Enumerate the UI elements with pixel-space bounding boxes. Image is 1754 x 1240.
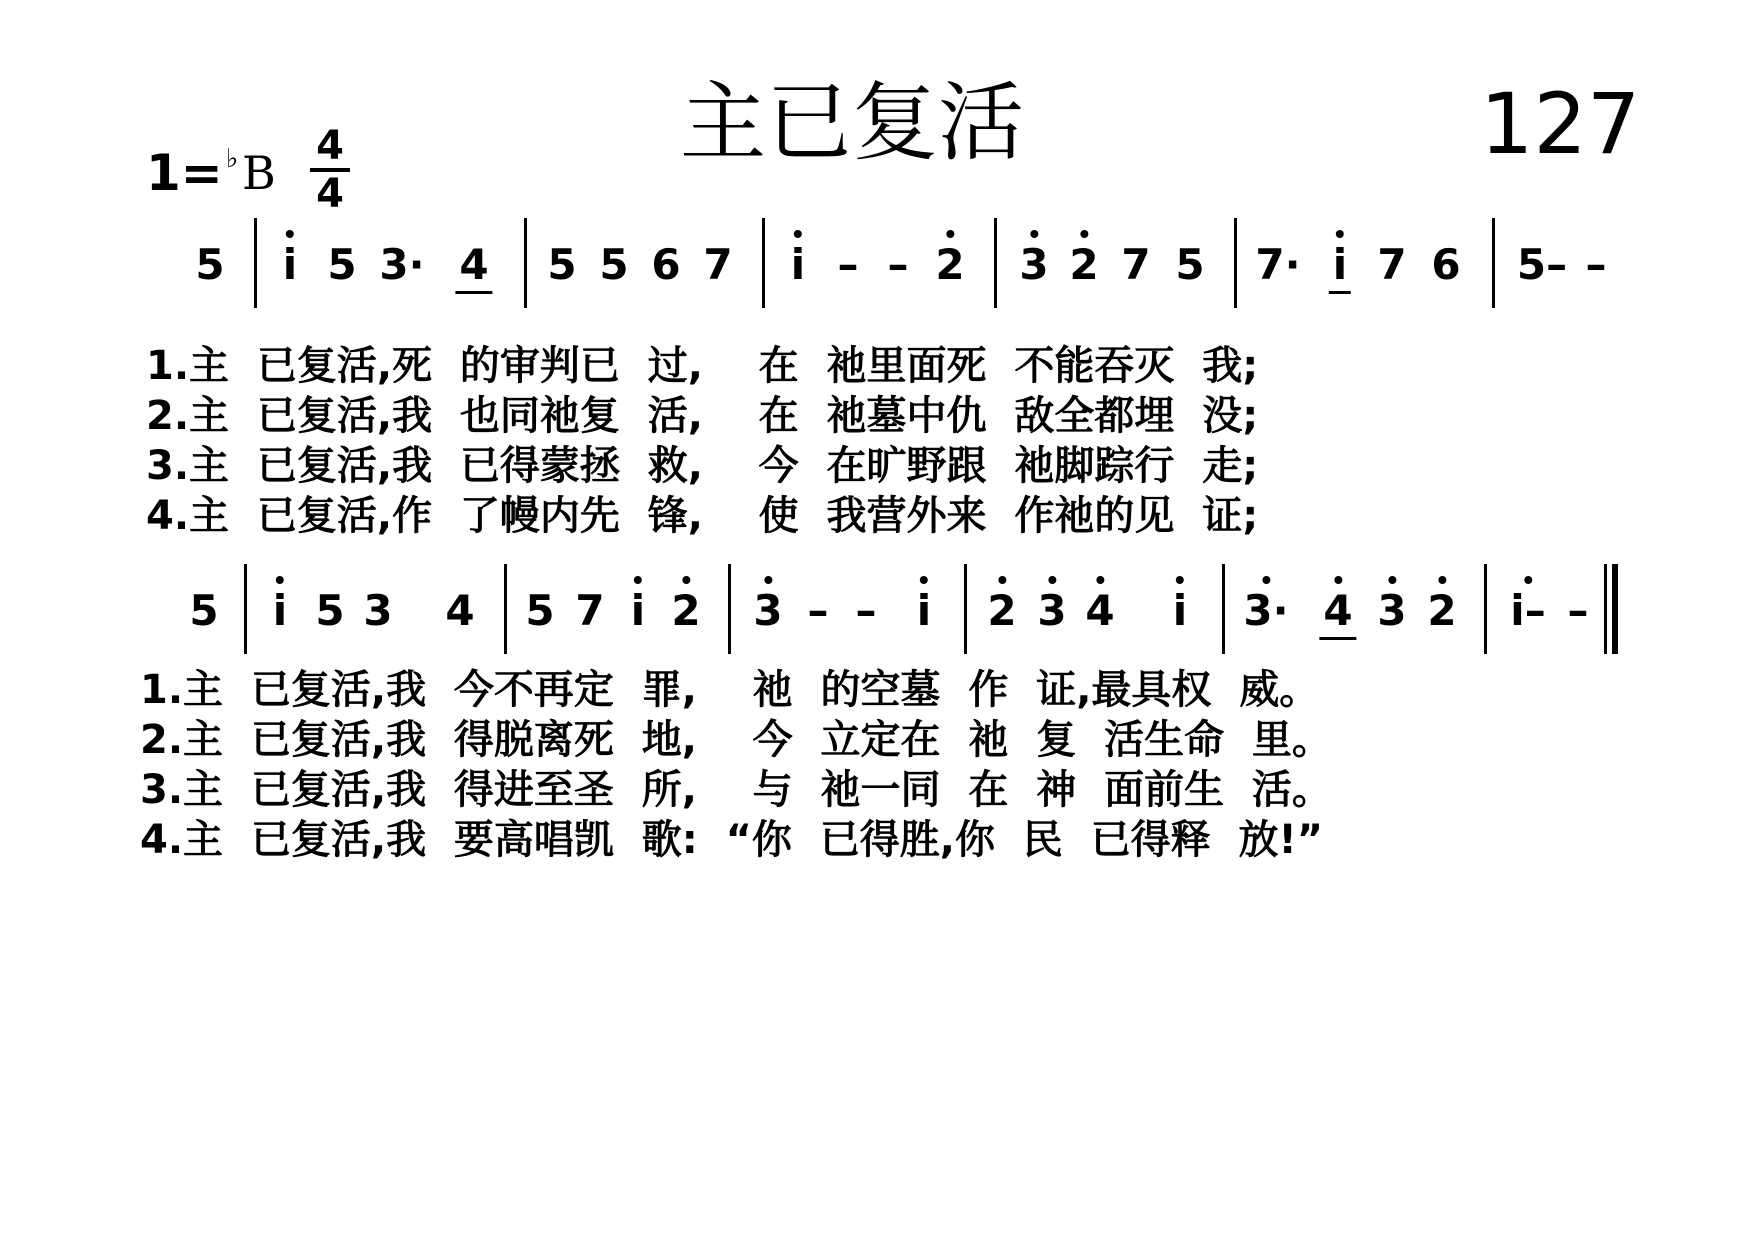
note: 7 [575, 586, 605, 635]
barline [524, 218, 527, 308]
note: i [631, 590, 645, 632]
note: 7· [1255, 240, 1301, 289]
note: i [1173, 590, 1187, 632]
barline [1222, 564, 1225, 654]
key-letter: B [242, 146, 276, 200]
note: – [807, 586, 829, 635]
notation-row-2 [0, 586, 1754, 660]
note: 7 [1121, 240, 1151, 289]
note: – [1567, 586, 1589, 635]
note: 3 [1377, 590, 1406, 632]
barline [1492, 218, 1495, 308]
lyric-verse-2: 2.主 已复活,我 也同祂复 活, 在 祂墓中仇 敌全都埋 没; [146, 393, 1259, 439]
note: – [1585, 240, 1607, 289]
note: 7 [1377, 240, 1407, 289]
note: 2 [935, 244, 964, 286]
note: 2 [987, 590, 1016, 632]
note: i [1333, 244, 1347, 286]
note: 2 [1427, 590, 1456, 632]
note: 3· [1243, 590, 1288, 632]
flat-sign: ♭ [226, 144, 239, 174]
note: 7 [703, 240, 733, 289]
note: 4 [445, 586, 475, 635]
note: 5 [327, 240, 357, 289]
barline [244, 564, 247, 654]
lyric-verse-2: 2.主 已复活,我 得脱离死 地, 今 立定在 祂 复 活生命 里。 [140, 717, 1332, 763]
lyric-verse-1: 1.主 已复活,我 今不再定 罪, 祂 的空墓 作 证,最具权 威。 [140, 667, 1320, 713]
note: – [887, 240, 909, 289]
note: 4 [1323, 590, 1352, 632]
time-top: 4 [316, 123, 344, 169]
time-signature [310, 123, 350, 217]
lyric-verse-1: 1.主 已复活,死 的审判已 过, 在 祂里面死 不能吞灭 我; [146, 343, 1259, 389]
note: 6 [1431, 240, 1461, 289]
note: 5 [315, 586, 345, 635]
note: 5 [1175, 240, 1205, 289]
lyric-verse-3: 3.主 已复活,我 已得蒙拯 救, 今 在旷野跟 祂脚踪行 走; [146, 443, 1259, 489]
note: i [917, 590, 931, 632]
note: 3 [363, 586, 393, 635]
note: 3 [1019, 244, 1048, 286]
note: 5 [195, 240, 225, 289]
barline [1484, 564, 1487, 654]
barline [1234, 218, 1237, 308]
note: 3· [379, 240, 425, 289]
barline [762, 218, 765, 308]
note: 5 [189, 586, 219, 635]
lyric-verse-3: 3.主 已复活,我 得进至圣 所, 与 祂一同 在 神 面前生 活。 [140, 767, 1332, 813]
note: i [283, 244, 297, 286]
barline [254, 218, 257, 308]
notation-row-1 [0, 240, 1754, 314]
lyric-verse-4: 4.主 已复活,我 要高唱凯 歌: “你 已得胜,你 民 已得释 放!” [140, 817, 1324, 863]
note: – [855, 586, 877, 635]
note: i– [1510, 590, 1545, 632]
note: 5 [599, 240, 629, 289]
lyric-verse-4: 4.主 已复活,作 了幔内先 锋, 使 我营外来 作祂的见 证; [146, 493, 1259, 539]
note: 3 [1037, 590, 1066, 632]
barline [994, 218, 997, 308]
note: 2 [1069, 244, 1098, 286]
barline [728, 564, 731, 654]
note: 2 [671, 590, 700, 632]
note: 6 [651, 240, 681, 289]
note: i [791, 244, 805, 286]
final-barline [1604, 564, 1618, 654]
note: – [837, 240, 859, 289]
barline [504, 564, 507, 654]
note: 5 [525, 586, 555, 635]
note: 5 [547, 240, 577, 289]
note: 4 [1085, 590, 1114, 632]
hymn-title: 主已复活 [680, 73, 1024, 173]
key-prefix: 1= [146, 144, 223, 202]
note: 4 [459, 244, 488, 286]
note: i [273, 590, 287, 632]
key-signature [146, 144, 276, 202]
hymn-number: 127 [1480, 75, 1641, 173]
note: 3 [753, 590, 782, 632]
barline [964, 564, 967, 654]
note: 5– [1516, 240, 1568, 289]
time-bottom: 4 [316, 171, 344, 217]
